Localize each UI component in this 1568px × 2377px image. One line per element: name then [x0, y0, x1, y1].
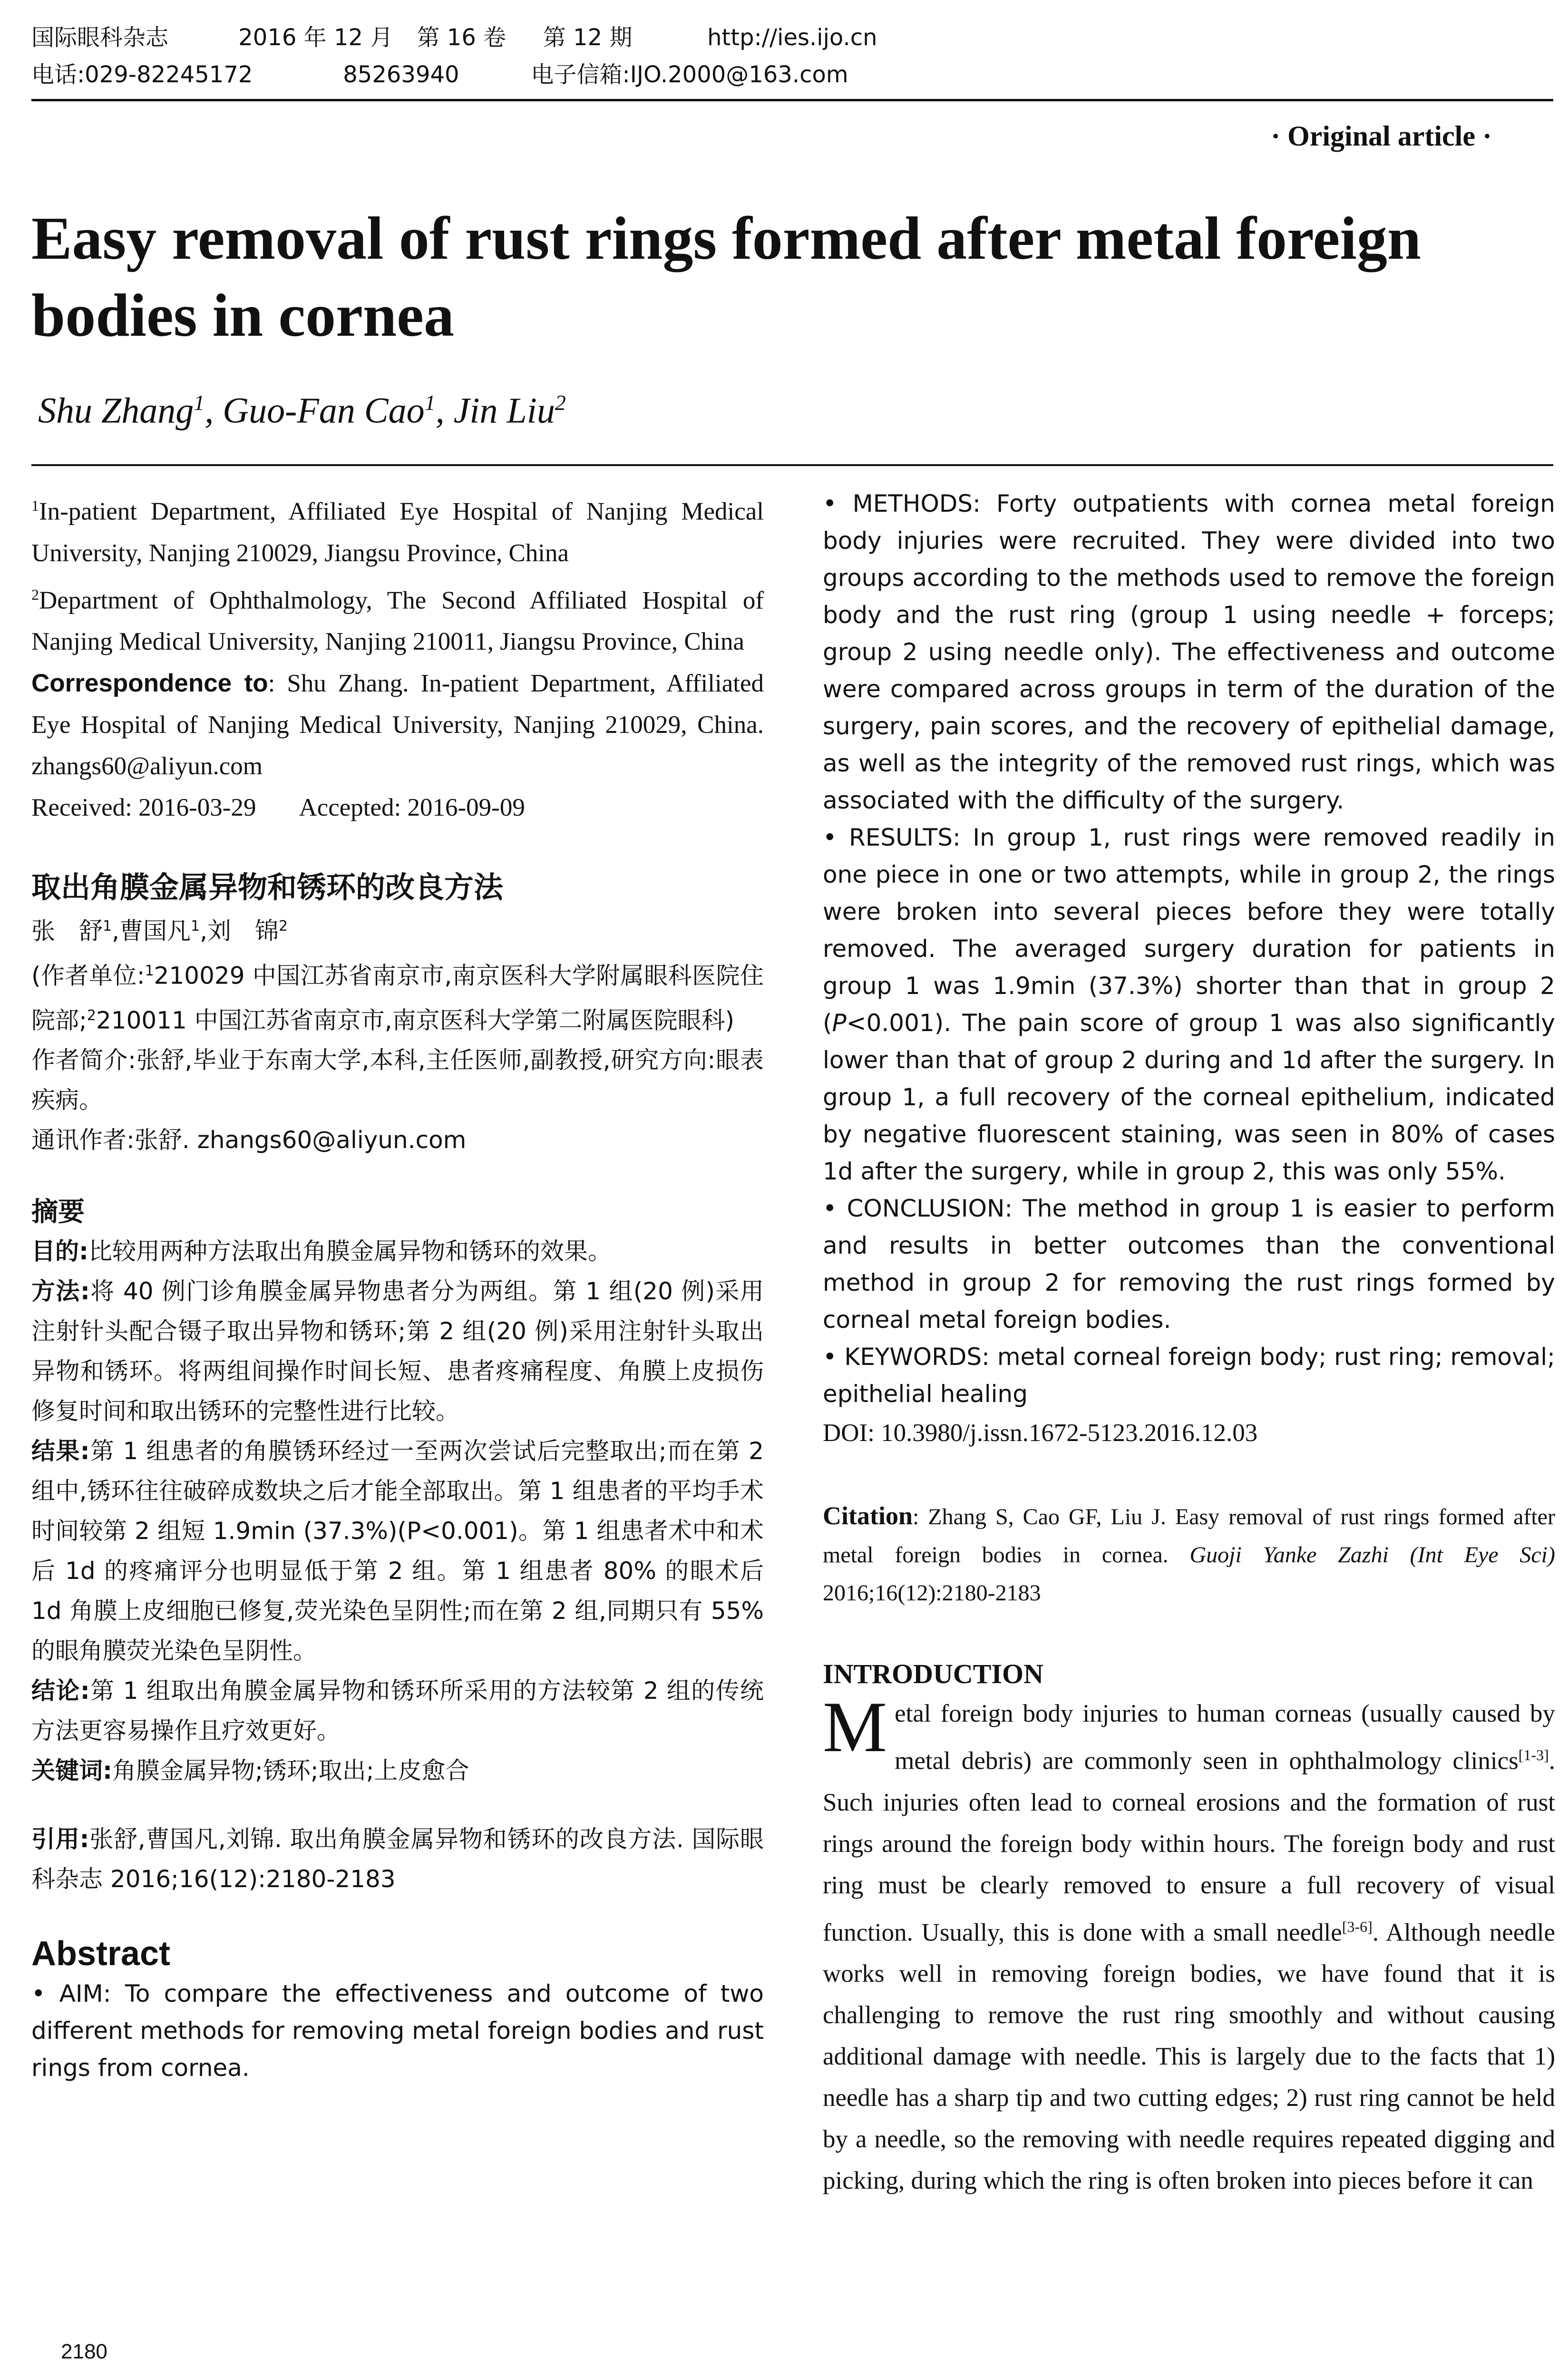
journal-name: 国际眼科杂志	[31, 24, 169, 51]
journal-header-row-1	[31, 19, 1553, 56]
introduction-text: . Although needle works well in removing foreign bodies, we have found that it is challenging to remove the rust ring smoothly and without causing additional damage with needle. This is largely due to the facts that 1) needle has a sharp tip and two cutting edges; 2) rust ring cannot be held by a needle, so the removing with needle requires repeated digging and picking, during which the ring is often broken into pieces before it can	[823, 1919, 1555, 2195]
chinese-conclusion	[31, 1671, 764, 1751]
doi[interactable]: DOI: 10.3980/j.issn.1672-5123.2016.12.03	[823, 1419, 1258, 1447]
chinese-author-mark: 2	[279, 918, 288, 935]
chinese-front-matter	[31, 906, 764, 1160]
citation	[823, 1497, 1555, 1612]
chinese-results	[31, 1431, 764, 1671]
citation-journal: Guoji Yanke Zazhi (Int Eye Sci)	[1189, 1542, 1555, 1568]
author-affiliation-mark: 1	[194, 390, 205, 415]
email[interactable]: 电子信箱:IJO.2000@163.com	[531, 61, 848, 88]
introduction-body	[823, 1687, 1555, 2202]
journal-url[interactable]: http://ies.ijo.cn	[707, 24, 877, 51]
author-affiliation-mark: 1	[424, 390, 436, 415]
chinese-methods-label: 方法:	[31, 1277, 90, 1305]
chinese-aim-text: 比较用两种方法取出角膜金属异物和锈环的效果。	[88, 1237, 612, 1266]
issue-date: 2016 年 12 月	[238, 24, 393, 51]
author-affiliation-mark: 2	[555, 390, 566, 415]
left-column	[31, 485, 764, 2086]
right-column	[823, 485, 1555, 2202]
chinese-units-text: 210011 中国江苏省南京市,南京医科大学第二附属医院眼科)	[96, 1006, 735, 1034]
chinese-authors	[31, 906, 764, 951]
chinese-author-mark: 1	[191, 918, 200, 935]
affiliation-1	[31, 485, 764, 574]
abstract-results-text: <0.001). The pain score of group 1 was also significantly lower than that of group 2 during and 1d after the surgery. In group 1, a full recovery of the corneal epithelium, indicated by negative fluorescent staining, was seen in 80% of cases 1d after the surgery, while in group 2, this was only 55%.	[823, 1009, 1555, 1185]
chinese-methods-text: 将 40 例门诊角膜金属异物患者分为两组。第 1 组(20 例)采用注射针头配合镊子取出异物和锈环;第 2 组(20 例)采用注射针头取出异物和锈环。将两组间操作时间长短、患者疼痛程度、角膜上皮损伤修复时间和取出锈环的完整性进行比较。	[31, 1277, 764, 1425]
chinese-conclusion-label: 结论:	[31, 1677, 90, 1705]
citation-text: : Zhang S, Cao GF, Liu J. Easy removal of rust rings formed after metal foreign bodies in cornea.	[823, 1504, 1555, 1568]
citation-label: Citation	[823, 1501, 913, 1530]
abstract-keywords: • KEYWORDS: metal corneal foreign body; rust ring; removal; epithelial healing	[823, 1343, 1555, 1408]
accepted-date: Accepted: 2016-09-09	[299, 794, 525, 822]
chinese-citation-label: 引用:	[31, 1825, 89, 1853]
article-title: Easy removal of rust rings formed after metal foreign bodies in cornea	[31, 205, 1422, 349]
author-name: Shu Zhang	[38, 390, 194, 431]
chinese-units-mark: 2	[87, 1007, 96, 1024]
chinese-keywords	[31, 1751, 764, 1791]
author-rule	[31, 464, 1553, 466]
chinese-abstract	[31, 1231, 764, 1899]
abstract-results-text: • RESULTS: In group 1, rust rings were removed readily in one piece in one or two attempts, while in group 2, the rings were broken into several pieces before they were totally removed. The averaged surgery duration for patients in group 1 was 1.9min (37.3%) shorter than that in group 2 (	[823, 824, 1555, 1037]
page-number: 2180	[61, 2340, 107, 2363]
dates	[31, 787, 764, 828]
chinese-units-label: (作者单位:	[31, 962, 145, 990]
abstract-results-p: P	[832, 1009, 847, 1037]
article-type: · Original article ·	[1271, 120, 1492, 152]
introduction-text: . Such injuries often lead to corneal erosions and the formation of rust rings around the foreign body within hours. The foreign body and rust ring must be clearly removed to ensure a full recovery of visual function. Usually, this is done with a small needle	[823, 1747, 1555, 1947]
phone: 电话:029-82245172	[31, 61, 253, 88]
abstract-methods: • METHODS: Forty outpatients with cornea metal foreign body injuries were recruited. They were divided into two groups according to the methods used to remove the foreign body and the rust ring (group 1 using needle + forceps; group 2 using needle only). The effectiveness and outcome were compared across groups in term of the duration of the surgery, pain scores, and the recovery of epithelial damage, as well as the integrity of the removed rust rings, which was associated with the difficulty of the surgery.	[823, 490, 1555, 814]
chinese-author: ,刘 锦	[200, 917, 279, 945]
reference-link[interactable]: [3-6]	[1342, 1918, 1373, 1935]
abstract-aim-text: • AIM: To compare the effectiveness and outcome of two different methods for removing metal foreign bodies and rust rings from cornea.	[31, 1980, 764, 2082]
abstract-continued	[823, 485, 1555, 1413]
chinese-results-label: 结果:	[31, 1437, 90, 1465]
chinese-author: ,曹国凡	[112, 917, 191, 945]
chinese-aim-label: 目的:	[31, 1237, 88, 1266]
author-list: Shu Zhang$^1$, Guo-Fan Cao$^1$, Jin Liu$^2$	[38, 390, 566, 431]
chinese-conclusion-text: 第 1 组取出角膜金属异物和锈环所采用的方法较第 2 组的传统方法更容易操作且疗效更好。	[31, 1677, 764, 1745]
chinese-abstract-heading: 摘要	[31, 1197, 85, 1228]
chinese-bio: 作者简介:张舒,毕业于东南大学,本科,主任医师,副教授,研究方向:眼表疾病。	[31, 1046, 764, 1114]
chinese-methods	[31, 1271, 764, 1431]
journal-header-row-2	[31, 56, 1553, 93]
affiliations	[31, 485, 764, 828]
chinese-author: 张 舒	[31, 917, 103, 945]
abstract-aim	[31, 1975, 764, 2086]
affiliation-2-mark: 2	[31, 585, 39, 603]
introduction-paragraph	[823, 1687, 1555, 2202]
spacer	[31, 1791, 764, 1819]
affiliation-2	[31, 574, 764, 663]
chinese-citation-text: 张舒,曹国凡,刘锦. 取出角膜金属异物和锈环的改良方法. 国际眼科杂志 2016;16(12):2180-2183	[31, 1825, 764, 1893]
affiliation-1-mark: 1	[31, 497, 39, 514]
chinese-results-text: 第 1 组患者的角膜锈环经过一至两次尝试后完整取出;而在第 2 组中,锈环往往破碎成数块之后才能全部取出。第 1 组患者的平均手术时间较第 2 组短 1.9min (37.3%)(P<0.001)。第 1 组患者术中和术后 1d 的疼痛评分也明显低于第 2 组。第 1 组患者 80% 的眼术后 1d 角膜上皮细胞已修复,荧光染色呈阴性;而在第 2 组,同期只有 55% 的眼角膜荧光染色呈阴性。	[31, 1437, 764, 1665]
abstract-heading: Abstract	[31, 1935, 171, 1973]
chinese-keywords-label: 关键词:	[31, 1757, 112, 1785]
abstract-conclusion: • CONCLUSION: The method in group 1 is easier to perform and results in better outcomes than the conventional method in group 2 for removing the rust rings formed by corneal metal foreign bodies.	[823, 1195, 1555, 1334]
citation-text: 2016;16(12):2180-2183	[823, 1580, 1041, 1606]
chinese-keywords-text: 角膜金属异物;锈环;取出;上皮愈合	[112, 1757, 469, 1785]
header-rule	[31, 99, 1553, 101]
received-date: Received: 2016-03-29	[31, 794, 256, 822]
affiliation-1-text: In-patient Department, Affiliated Eye Hospital of Nanjing Medical University, Nanjing 210029, Jiangsu Province, China	[31, 497, 764, 567]
chinese-units	[31, 951, 764, 1040]
phone-2: 85263940	[343, 61, 459, 88]
chinese-units-text: 210029 中国江苏省南京市,南京医科大学附属眼科医院住院部;	[31, 962, 764, 1034]
correspondence-label: Correspondence to	[31, 669, 268, 698]
chinese-corresponding: 通讯作者:张舒. zhangs60@aliyun.com	[31, 1126, 467, 1154]
chinese-title: 取出角膜金属异物和锈环的改良方法	[31, 870, 504, 905]
chinese-aim	[31, 1231, 764, 1271]
introduction-text: etal foreign body injuries to human corneas (usually caused by metal debris) are commonly seen in ophthalmology clinics	[895, 1700, 1555, 1775]
author-name: Jin Liu	[453, 390, 555, 431]
volume: 第 16 卷	[417, 24, 506, 51]
chinese-units-mark: 1	[145, 962, 154, 979]
correspondence-text: : Shu Zhang. In-patient Department, Affiliated Eye Hospital of Nanjing Medical University, Nanjing 210029, China. zhangs60@aliyun.com	[31, 670, 764, 780]
correspondence	[31, 662, 764, 787]
chinese-author-mark: 1	[103, 918, 112, 935]
reference-link[interactable]: [1-3]	[1518, 1746, 1549, 1763]
abstract-results	[823, 819, 1555, 1190]
issue-number: 第 12 期	[543, 24, 633, 51]
chinese-citation	[31, 1819, 764, 1899]
author-name: Guo-Fan Cao	[223, 390, 425, 431]
journal-header	[31, 19, 1553, 93]
affiliation-2-text: Department of Ophthalmology, The Second Affiliated Hospital of Nanjing Medical University, Nanjing 210011, Jiangsu Province, China	[31, 586, 764, 656]
introduction-heading: INTRODUCTION	[823, 1658, 1044, 1689]
drop-cap: M	[823, 1687, 887, 1767]
